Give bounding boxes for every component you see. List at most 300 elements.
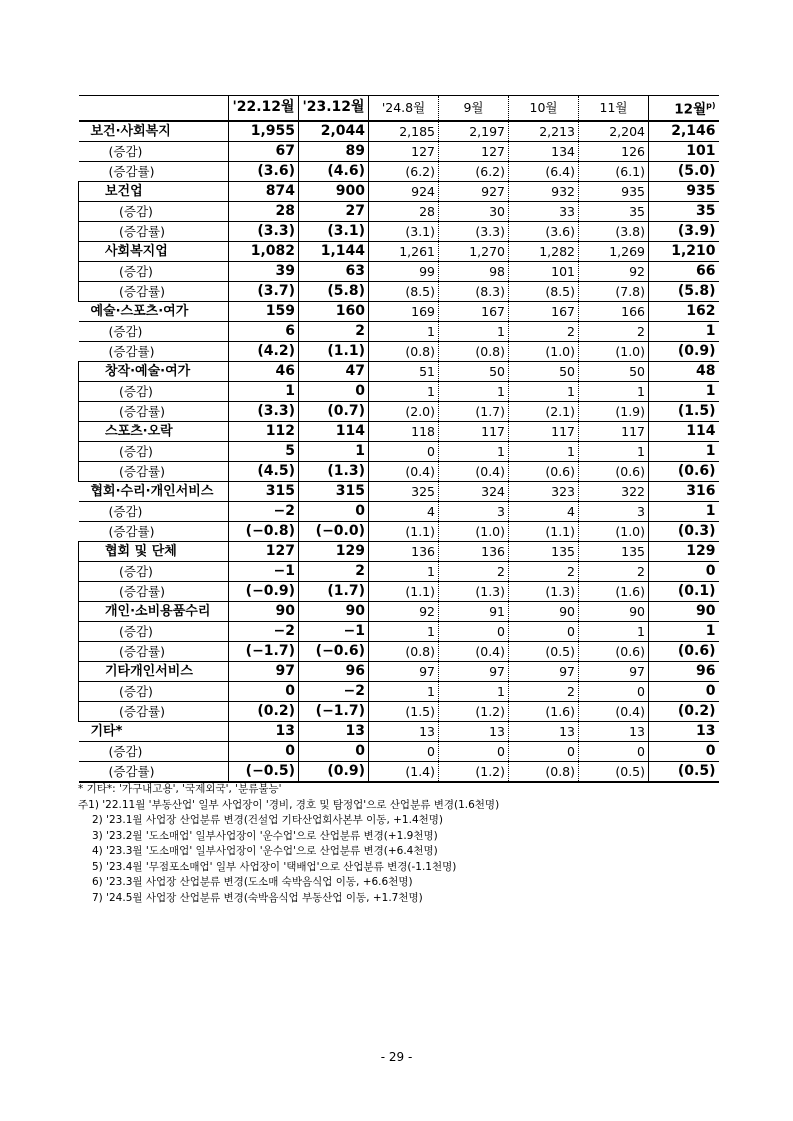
table-row (79, 341, 719, 361)
cell-value: 1 (439, 681, 509, 701)
table-row (79, 681, 719, 701)
cell-value: 90 (229, 601, 299, 621)
cell-value: (2.1) (509, 401, 579, 421)
cell-value: 1 (649, 501, 719, 521)
cell-value: (−0.6) (299, 641, 369, 661)
cell-value: 1,955 (229, 121, 299, 142)
cell-value: (8.5) (509, 281, 579, 301)
cell-value: 97 (579, 661, 649, 681)
cell-value: (−0.9) (229, 581, 299, 601)
cell-value: 927 (439, 181, 509, 201)
cell-value: (−0.8) (229, 521, 299, 541)
row-label: (증감률) (79, 581, 229, 601)
cell-value: 13 (299, 721, 369, 741)
cell-value: 134 (509, 141, 579, 161)
row-label: (증감률) (79, 401, 229, 421)
footnote-line: 3) '23.2월 '도소매업' 일부사업장이 '운수업'으로 산업분류 변경(+1.9천명) (92, 829, 438, 842)
cell-value: 127 (369, 141, 439, 161)
cell-value: (3.3) (229, 401, 299, 421)
cell-value: (1.3) (509, 581, 579, 601)
cell-value: (6.2) (369, 161, 439, 181)
cell-value: (4.6) (299, 161, 369, 181)
cell-value: 46 (229, 361, 299, 381)
cell-value: 99 (369, 261, 439, 281)
cell-value: 2,146 (649, 121, 719, 142)
footnote-line: 4) '23.3월 '도소매업' 일부사업장이 '운수업'으로 산업분류 변경(+6.4천명) (92, 845, 438, 857)
cell-value: (6.1) (579, 161, 649, 181)
cell-value: 0 (369, 741, 439, 761)
table-row (79, 421, 719, 441)
table-row (79, 621, 719, 641)
cell-value: (4.5) (229, 461, 299, 481)
cell-value: 117 (439, 421, 509, 441)
row-label: 기타* (79, 721, 229, 741)
cell-value: (1.0) (579, 341, 649, 361)
cell-value: 1 (579, 381, 649, 401)
cell-value: 324 (439, 481, 509, 501)
cell-value: 90 (299, 601, 369, 621)
cell-value: 118 (369, 421, 439, 441)
cell-value: 1 (369, 621, 439, 641)
cell-value: (1.0) (509, 341, 579, 361)
cell-value: −2 (229, 621, 299, 641)
cell-value: (0.9) (649, 341, 719, 361)
cell-value: 316 (649, 481, 719, 501)
cell-value: 129 (649, 541, 719, 561)
cell-value: 1 (439, 441, 509, 461)
cell-value: (0.8) (439, 341, 509, 361)
cell-value: (0.6) (579, 461, 649, 481)
row-label: 개인·소비용품수리 (79, 601, 229, 621)
cell-value: 129 (299, 541, 369, 561)
cell-value: 63 (299, 261, 369, 281)
cell-value: 112 (229, 421, 299, 441)
table-row (79, 201, 719, 221)
cell-value: 1,210 (649, 241, 719, 261)
cell-value: −2 (229, 501, 299, 521)
cell-value: 4 (509, 501, 579, 521)
cell-value: 0 (439, 621, 509, 641)
row-label: (증감) (79, 501, 229, 521)
cell-value: 101 (509, 261, 579, 281)
cell-value: 2 (509, 681, 579, 701)
cell-value: (1.2) (439, 761, 509, 782)
cell-value: (0.3) (649, 521, 719, 541)
row-label: 기타개인서비스 (79, 661, 229, 681)
cell-value: (1.4) (369, 761, 439, 782)
header-col-12-label: 12월 (674, 101, 707, 118)
cell-value: 2 (579, 561, 649, 581)
cell-value: 169 (369, 301, 439, 321)
cell-value: 48 (649, 361, 719, 381)
cell-value: 1 (509, 381, 579, 401)
cell-value: 2 (299, 561, 369, 581)
footnote-line: 5) '23.4월 '무점포소매업' 일부 사업장이 '택배업'으로 산업분류 변경(-1.1천명) (92, 860, 457, 873)
footnote-line: 6) '23.3월 사업장 산업분류 변경(도소매 숙박음식업 이동, +6.6천명) (92, 876, 413, 888)
cell-value: (8.5) (369, 281, 439, 301)
cell-value: (1.5) (649, 401, 719, 421)
cell-value: 5 (229, 441, 299, 461)
cell-value: (5.8) (299, 281, 369, 301)
cell-value: 0 (229, 681, 299, 701)
cell-value: 1,282 (509, 241, 579, 261)
cell-value: (5.8) (649, 281, 719, 301)
cell-value: 117 (579, 421, 649, 441)
cell-value: (1.0) (579, 521, 649, 541)
cell-value: 0 (299, 501, 369, 521)
cell-value: 98 (439, 261, 509, 281)
cell-value: (1.7) (299, 581, 369, 601)
cell-value: (1.0) (439, 521, 509, 541)
header-col-12 (649, 96, 719, 121)
table-row (79, 381, 719, 401)
cell-value: 166 (579, 301, 649, 321)
cell-value: (1.6) (509, 701, 579, 721)
table-row (79, 761, 719, 782)
header-col-10: 10월 (509, 96, 579, 121)
cell-value: 2 (439, 561, 509, 581)
table-row (79, 481, 719, 501)
cell-value: (0.6) (579, 641, 649, 661)
table-row (79, 281, 719, 301)
cell-value: 0 (509, 741, 579, 761)
cell-value: (0.6) (649, 641, 719, 661)
cell-value: 96 (299, 661, 369, 681)
cell-value: 1 (299, 441, 369, 461)
cell-value: 900 (299, 181, 369, 201)
cell-value: 92 (579, 261, 649, 281)
cell-value: (3.1) (369, 221, 439, 241)
cell-value: 50 (579, 361, 649, 381)
cell-value: 90 (649, 601, 719, 621)
cell-value: 127 (439, 141, 509, 161)
header-col-11: 11월 (579, 96, 649, 121)
cell-value: 51 (369, 361, 439, 381)
cell-value: 101 (649, 141, 719, 161)
cell-value: 1 (649, 621, 719, 641)
cell-value: 1 (369, 561, 439, 581)
cell-value: 13 (509, 721, 579, 741)
row-label: 예술·스포츠·여가 (79, 301, 229, 321)
cell-value: 2,204 (579, 121, 649, 142)
cell-value: 0 (299, 741, 369, 761)
cell-value: 13 (229, 721, 299, 741)
cell-value: 50 (439, 361, 509, 381)
cell-value: (1.3) (299, 461, 369, 481)
cell-value: 27 (299, 201, 369, 221)
cell-value: (1.2) (439, 701, 509, 721)
cell-value: (3.3) (439, 221, 509, 241)
cell-value: 2 (579, 321, 649, 341)
cell-value: 160 (299, 301, 369, 321)
cell-value: (−0.5) (229, 761, 299, 782)
cell-value: 28 (369, 201, 439, 221)
cell-value: 0 (369, 441, 439, 461)
table-row (79, 441, 719, 461)
cell-value: 4 (369, 501, 439, 521)
cell-value: 315 (229, 481, 299, 501)
cell-value: 932 (509, 181, 579, 201)
table-row (79, 561, 719, 581)
row-label: 협회 및 단체 (79, 541, 229, 561)
cell-value: (3.8) (579, 221, 649, 241)
header-col-2212: '22.12월 (229, 96, 299, 121)
row-label: (증감) (79, 321, 229, 341)
table-row (79, 521, 719, 541)
cell-value: (3.7) (229, 281, 299, 301)
table-row (79, 221, 719, 241)
cell-value: 135 (579, 541, 649, 561)
row-label: (증감) (79, 141, 229, 161)
cell-value: (0.5) (509, 641, 579, 661)
table-row (79, 401, 719, 421)
table-row (79, 181, 719, 201)
cell-value: 2,213 (509, 121, 579, 142)
cell-value: 2,197 (439, 121, 509, 142)
cell-value: 1,270 (439, 241, 509, 261)
cell-value: −1 (229, 561, 299, 581)
table-row (79, 301, 719, 321)
cell-value: 874 (229, 181, 299, 201)
cell-value: (−1.7) (229, 641, 299, 661)
table-row (79, 161, 719, 181)
cell-value: −2 (299, 681, 369, 701)
cell-value: (0.8) (369, 641, 439, 661)
cell-value: (3.6) (509, 221, 579, 241)
cell-value: 0 (579, 681, 649, 701)
cell-value: (0.8) (509, 761, 579, 782)
cell-value: (0.2) (649, 701, 719, 721)
cell-value: 315 (299, 481, 369, 501)
cell-value: 39 (229, 261, 299, 281)
row-label: 창작·예술·여가 (79, 361, 229, 381)
row-label: (증감) (79, 621, 229, 641)
cell-value: 0 (299, 381, 369, 401)
row-label: (증감률) (79, 641, 229, 661)
cell-value: 322 (579, 481, 649, 501)
row-label: (증감률) (79, 701, 229, 721)
cell-value: 0 (229, 741, 299, 761)
row-label: (증감률) (79, 461, 229, 481)
cell-value: 167 (439, 301, 509, 321)
cell-value: 90 (579, 601, 649, 621)
cell-value: 28 (229, 201, 299, 221)
cell-value: 96 (649, 661, 719, 681)
cell-value: 1 (369, 321, 439, 341)
cell-value: 1,261 (369, 241, 439, 261)
cell-value: 67 (229, 141, 299, 161)
table-row (79, 141, 719, 161)
cell-value: 1,082 (229, 241, 299, 261)
row-label: (증감) (79, 261, 229, 281)
cell-value: (0.6) (509, 461, 579, 481)
row-label: 협회·수리·개인서비스 (79, 481, 229, 501)
cell-value: 2 (509, 561, 579, 581)
header-col-12-sup: p) (706, 101, 716, 110)
cell-value: (6.2) (439, 161, 509, 181)
cell-value: (2.0) (369, 401, 439, 421)
cell-value: 2,044 (299, 121, 369, 142)
cell-value: 127 (229, 541, 299, 561)
cell-value: (1.3) (439, 581, 509, 601)
cell-value: 66 (649, 261, 719, 281)
cell-value: 167 (509, 301, 579, 321)
cell-value: 6 (229, 321, 299, 341)
cell-value: 3 (439, 501, 509, 521)
cell-value: 1,144 (299, 241, 369, 261)
row-label: (증감률) (79, 521, 229, 541)
table-row (79, 641, 719, 661)
table-row (79, 461, 719, 481)
cell-value: 2,185 (369, 121, 439, 142)
cell-value: 3 (579, 501, 649, 521)
cell-value: 0 (509, 621, 579, 641)
cell-value: (1.1) (299, 341, 369, 361)
cell-value: 97 (509, 661, 579, 681)
cell-value: 1 (439, 381, 509, 401)
cell-value: 1 (579, 621, 649, 641)
cell-value: (7.8) (579, 281, 649, 301)
cell-value: 1 (509, 441, 579, 461)
row-label: 스포츠·오락 (79, 421, 229, 441)
cell-value: (3.3) (229, 221, 299, 241)
cell-value: (−0.0) (299, 521, 369, 541)
cell-value: (1.1) (509, 521, 579, 541)
table-row (79, 601, 719, 621)
row-label: (증감률) (79, 161, 229, 181)
row-label: (증감) (79, 561, 229, 581)
header-label-cell (79, 96, 229, 121)
row-label: (증감률) (79, 761, 229, 782)
cell-value: (0.5) (649, 761, 719, 782)
employment-table (78, 95, 719, 783)
cell-value: 13 (369, 721, 439, 741)
cell-value: 136 (439, 541, 509, 561)
cell-value: 30 (439, 201, 509, 221)
cell-value: 97 (369, 661, 439, 681)
cell-value: 47 (299, 361, 369, 381)
cell-value: 0 (439, 741, 509, 761)
row-label: (증감률) (79, 341, 229, 361)
cell-value: (1.7) (439, 401, 509, 421)
cell-value: 126 (579, 141, 649, 161)
cell-value: (5.0) (649, 161, 719, 181)
cell-value: 13 (579, 721, 649, 741)
row-label: (증감) (79, 441, 229, 461)
cell-value: 0 (649, 681, 719, 701)
cell-value: (0.9) (299, 761, 369, 782)
cell-value: 935 (579, 181, 649, 201)
table-row (79, 261, 719, 281)
cell-value: 1 (439, 321, 509, 341)
row-label: (증감률) (79, 221, 229, 241)
table-row (79, 361, 719, 381)
cell-value: 35 (579, 201, 649, 221)
cell-value: (0.1) (649, 581, 719, 601)
table-row (79, 121, 719, 142)
cell-value: 1 (369, 381, 439, 401)
cell-value: 50 (509, 361, 579, 381)
cell-value: 114 (649, 421, 719, 441)
row-label: (증감) (79, 681, 229, 701)
cell-value: 114 (299, 421, 369, 441)
cell-value: 924 (369, 181, 439, 201)
cell-value: 0 (649, 741, 719, 761)
cell-value: 13 (439, 721, 509, 741)
cell-value: 97 (439, 661, 509, 681)
cell-value: 0 (649, 561, 719, 581)
row-label: (증감률) (79, 281, 229, 301)
cell-value: −1 (299, 621, 369, 641)
cell-value: 1 (649, 381, 719, 401)
row-label: 보건업 (79, 181, 229, 201)
cell-value: 935 (649, 181, 719, 201)
cell-value: 33 (509, 201, 579, 221)
cell-value: (1.9) (579, 401, 649, 421)
table-row (79, 721, 719, 741)
table-row (79, 321, 719, 341)
cell-value: (0.4) (369, 461, 439, 481)
page-number: - 29 - (380, 1050, 413, 1064)
footnote-line: 7) '24.5월 사업장 산업분류 변경(숙박음식업 부동산업 이동, +1.7천명) (92, 891, 423, 904)
cell-value: (0.2) (229, 701, 299, 721)
cell-value: 1 (369, 681, 439, 701)
header-col-9: 9월 (439, 96, 509, 121)
cell-value: 92 (369, 601, 439, 621)
header-col-2312: '23.12월 (299, 96, 369, 121)
table-row (79, 581, 719, 601)
cell-value: 1 (579, 441, 649, 461)
cell-value: 136 (369, 541, 439, 561)
cell-value: (0.6) (649, 461, 719, 481)
row-label: (증감) (79, 201, 229, 221)
table-row (79, 701, 719, 721)
cell-value: (3.6) (229, 161, 299, 181)
cell-value: 323 (509, 481, 579, 501)
footnotes (78, 782, 738, 906)
cell-value: 91 (439, 601, 509, 621)
cell-value: 89 (299, 141, 369, 161)
footnote-line: 주1) '22.11월 '부동산업' 일부 사업장이 '경비, 경호 및 탐정업'으로 산업분류 변경(1.6천명) (78, 798, 500, 811)
header-col-248: '24.8월 (369, 96, 439, 121)
footnote-line: * 기타*: '가구내고용', '국제외국', '분류불능' (78, 783, 282, 795)
cell-value: (0.4) (579, 701, 649, 721)
cell-value: 2 (509, 321, 579, 341)
cell-value: (6.4) (509, 161, 579, 181)
cell-value: 162 (649, 301, 719, 321)
cell-value: 1,269 (579, 241, 649, 261)
table-row (79, 241, 719, 261)
table-header-row (79, 96, 719, 121)
cell-value: 97 (229, 661, 299, 681)
cell-value: (1.1) (369, 581, 439, 601)
cell-value: 117 (509, 421, 579, 441)
cell-value: 35 (649, 201, 719, 221)
cell-value: (3.1) (299, 221, 369, 241)
cell-value: 135 (509, 541, 579, 561)
cell-value: 90 (509, 601, 579, 621)
table-row (79, 661, 719, 681)
table-row (79, 501, 719, 521)
cell-value: 1 (229, 381, 299, 401)
cell-value: 1 (649, 321, 719, 341)
cell-value: (3.9) (649, 221, 719, 241)
table-row (79, 741, 719, 761)
cell-value: (1.6) (579, 581, 649, 601)
cell-value: (0.4) (439, 641, 509, 661)
cell-value: (0.4) (439, 461, 509, 481)
cell-value: (−1.7) (299, 701, 369, 721)
